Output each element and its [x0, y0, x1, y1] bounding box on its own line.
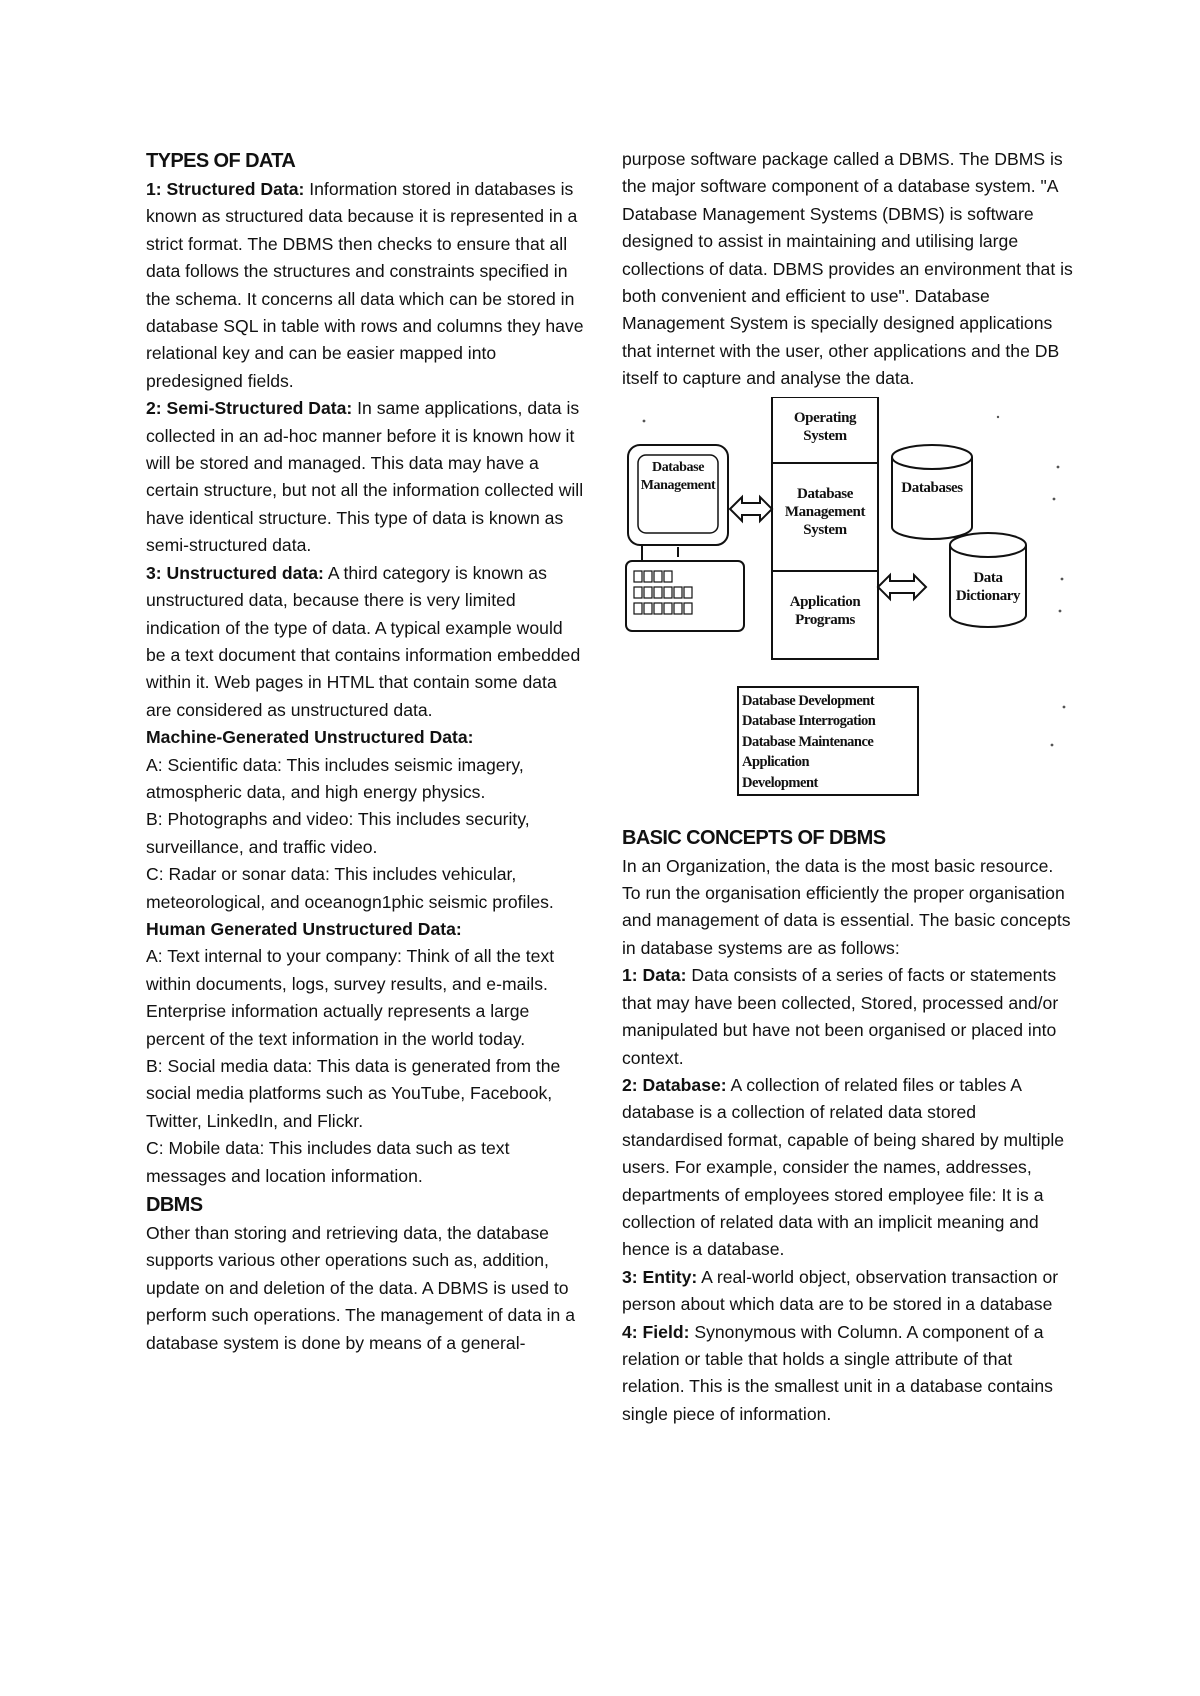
data-concept-label: 1: Data:: [622, 965, 687, 986]
unstructured-data-text: A third category is known as unstructured data, because there is very limited indication of the type of data. A typical example would be a text document that contains information embedded within it. Web pages in HTML that contain some data are considered as unstructured data.: [146, 562, 581, 720]
structured-data-text: Information stored in databases is known as structured data because it is represented in a strict format. The DBMS then checks to ensure that all data follows the structures and constraints specified in the schema. It concerns all data which can be stored in database SQL in table with rows and columns they have relational key and can be easier mapped into predesigned fields.: [146, 179, 584, 391]
structured-data-label: 1: Structured Data:: [146, 179, 305, 199]
basic-concepts-intro: In an Organization, the data is the most basic resource. To run the organisation efficiently the proper organisation and management of data is essential. The basic concepts in database systems are as follows:: [622, 855, 1071, 958]
keyboard-keys: [634, 571, 692, 614]
right-column: [622, 146, 1074, 1428]
semi-structured-data-paragraph: [146, 395, 586, 559]
field-concept-paragraph: [622, 1319, 1074, 1429]
data-concept-paragraph: [622, 962, 1074, 1072]
types-of-data-heading: TYPES OF DATA: [146, 150, 296, 172]
entity-concept-text: A real-world object, observation transaction or person about which data are to be stored in a database: [622, 1266, 1059, 1315]
unstructured-data-label: 3: Unstructured data:: [146, 562, 324, 583]
task-item: Development: [742, 775, 818, 792]
unstructured-data-paragraph: [146, 560, 586, 724]
databases-label: Databases: [901, 479, 963, 496]
semi-structured-data-text: In same applications, data is collected in an ad-hoc manner before it is known how it will be stored and managed. This data may have a certain structure, but not all the information collected will have identical structure. This type of data is known as semi-structured data.: [146, 398, 584, 556]
arrow-left-icon: [730, 497, 772, 521]
entity-concept-label: 3: Entity:: [622, 1266, 698, 1287]
field-concept-text: Synonymous with Column. A component of a relation or table that holds a single attribute of that relation. This is the smallest unit in a database contains single piece of information.: [622, 1321, 1053, 1424]
human-generated-heading: Human Generated Unstructured Data:: [146, 918, 462, 939]
task-item: Database Maintenance: [742, 733, 874, 750]
human-item-c: C: Mobile data: This includes data such as text messages and location information.: [146, 1138, 510, 1186]
machine-item-c: C: Radar or sonar data: This includes vehicular, meteorological, and oceanogn1phic seismic profiles.: [146, 864, 554, 912]
machine-item-a: A: Scientific data: This includes seismic imagery, atmospheric data, and high energy physics.: [146, 754, 524, 802]
machine-generated-heading: Machine-Generated Unstructured Data:: [146, 727, 474, 748]
dbms-heading: DBMS: [146, 1194, 203, 1217]
field-concept-label: 4: Field:: [622, 1321, 690, 1342]
human-item-a: A: Text internal to your company: Think of all the text within documents, logs, survey results, and e-mails. Enterprise information actually represents a large percent of the text information in the world today.: [146, 946, 555, 1049]
operating-system-label: Operating System: [793, 409, 857, 444]
dbms-continued-paragraph: purpose software package called a DBMS. The DBMS is the major software component of a database system. "A Database Management Systems (DBMS) is software designed to assist in maintaining and utilising large collections of data. DBMS provides an environment that is both convenient and efficient to use". Database Management System is specially designed applications that internet with the user, other applications and the DB itself to capture and analyse the data.: [622, 149, 1073, 389]
task-item: Database Development: [742, 692, 875, 709]
task-item: Database Interrogation: [742, 713, 876, 730]
semi-structured-data-label: 2: Semi-Structured Data:: [146, 398, 353, 419]
database-concept-text: A collection of related files or tables A database is a collection of related data stored standardised format, capable of being shared by multiple users. For example, consider the names, addresses, departments of employees stored employee file: It is a collection of related data with an implicit meaning and hence is a database.: [622, 1074, 1065, 1260]
dbms-paragraph: Other than storing and retrieving data, the database supports various other operations such as, addition, update on and deletion of the data. A DBMS is used to perform such operations. The management of data in a database system is done by means of a general-: [146, 1223, 576, 1353]
basic-concepts-heading: BASIC CONCEPTS OF DBMS: [622, 826, 886, 849]
arrow-right-icon: [878, 575, 926, 599]
structured-data-paragraph: [146, 176, 586, 395]
task-item: Application: [742, 754, 810, 771]
tasks-list: [742, 691, 912, 794]
machine-item-b: B: Photographs and video: This includes security, surveillance, and traffic video.: [146, 809, 530, 857]
database-concept-label: 2: Database:: [622, 1074, 727, 1095]
dbms-diagram: [622, 397, 1074, 817]
left-column: [146, 146, 586, 1357]
dbms-center-label: Database Management System: [784, 485, 866, 538]
human-item-b: B: Social media data: This data is generated from the social media platforms such as YouTube, Facebook, Twitter, LinkedIn, and Flickr.: [146, 1056, 561, 1131]
data-dictionary-label: Data Dictionary: [955, 569, 1021, 604]
database-concept-paragraph: [622, 1072, 1074, 1264]
application-programs-label: Application Programs: [789, 593, 861, 628]
database-management-label: Database Management: [640, 459, 716, 493]
entity-concept-paragraph: [622, 1264, 1074, 1319]
data-concept-text: Data consists of a series of facts or statements that may have been collected, Stored, processed and/or manipulated but have not been organised or placed into context.: [622, 965, 1059, 1068]
